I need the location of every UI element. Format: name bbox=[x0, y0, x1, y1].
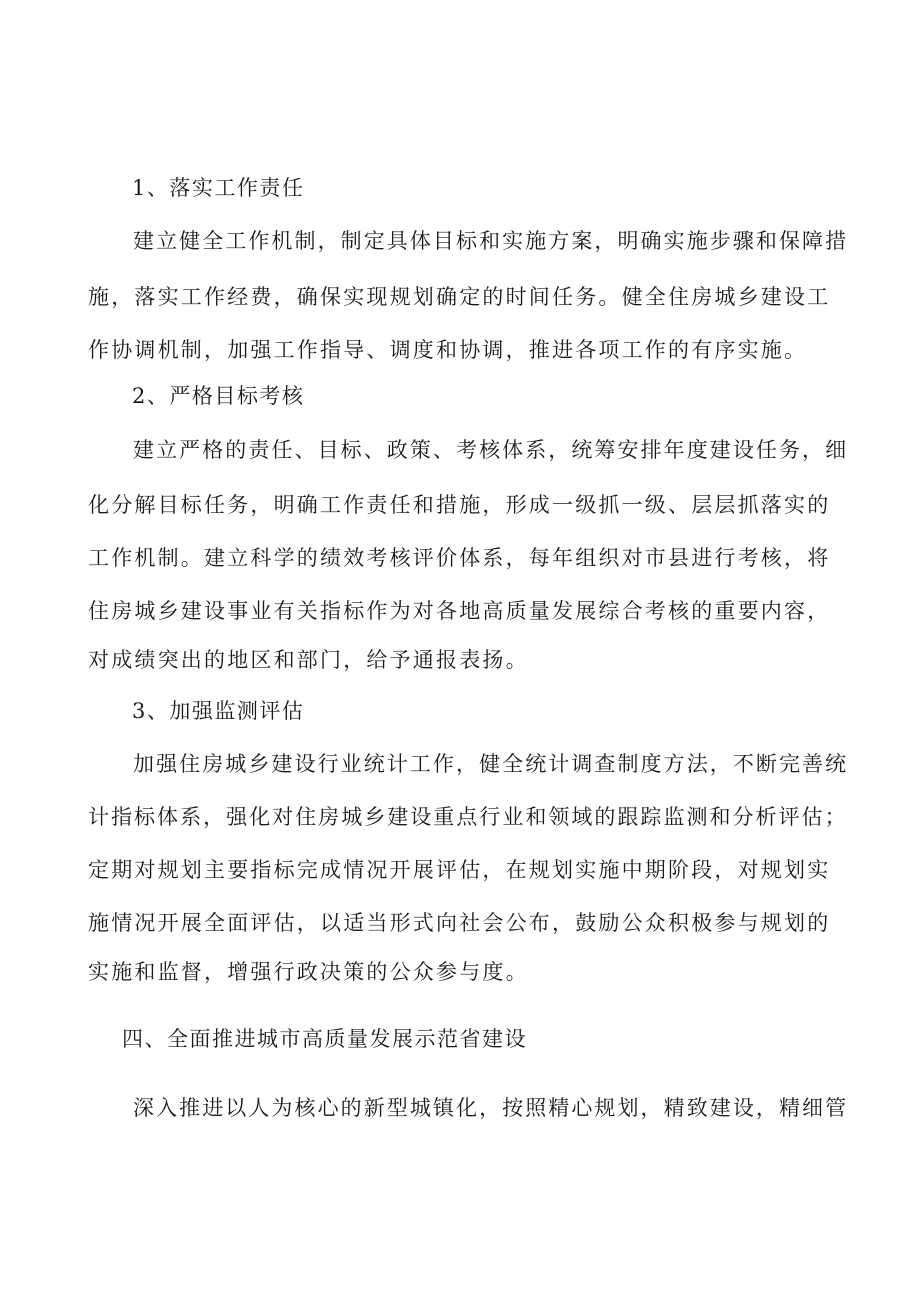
section-1-line-2: 施，落实工作经费，确保实现规划确定的时间任务。健全住房城乡建设工 bbox=[88, 285, 831, 309]
section-2-line-2: 化分解目标任务，明确工作责任和措施，形成一级抓一级、层层抓落实的 bbox=[88, 493, 831, 517]
section-2-line-1: 建立严格的责任、目标、政策、考核体系，统筹安排年度建设任务，细 bbox=[133, 438, 849, 462]
section-3-line-5: 实施和监督，增强行政决策的公众参与度。 bbox=[88, 960, 529, 984]
chapter-4-line-1: 深入推进以人为核心的新型城镇化，按照精心规划，精致建设，精细管 bbox=[133, 1096, 849, 1120]
section-2-line-5: 对成绩突出的地区和部门，给予通报表扬。 bbox=[88, 648, 529, 672]
section-1-line-1: 建立健全工作机制，制定具体目标和实施方案，明确实施步骤和保障措 bbox=[133, 229, 849, 253]
section-2-line-3: 工作机制。建立科学的绩效考核评价体系，每年组织对市县进行考核，将 bbox=[88, 546, 831, 570]
chapter-4-heading: 四、全面推进城市高质量发展示范省建设 bbox=[122, 1027, 527, 1051]
section-3-line-4: 施情况开展全面评估，以适当形式向社会公布，鼓励公众积极参与规划的 bbox=[88, 911, 831, 935]
section-3-line-3: 定期对规划主要指标完成情况开展评估，在规划实施中期阶段，对规划实 bbox=[88, 858, 831, 882]
section-1-heading: 1、落实工作责任 bbox=[132, 176, 305, 200]
section-3-line-2: 计指标体系，强化对住房城乡建设重点行业和领域的跟踪监测和分析评估； bbox=[88, 805, 848, 829]
section-2-heading: 2、严格目标考核 bbox=[132, 384, 305, 408]
section-3-line-1: 加强住房城乡建设行业统计工作，健全统计调查制度方法，不断完善统 bbox=[133, 752, 849, 776]
section-3-heading: 3、加强监测评估 bbox=[132, 699, 305, 723]
section-2-line-4: 住房城乡建设事业有关指标作为对各地高质量发展综合考核的重要内容， bbox=[88, 599, 831, 623]
section-1-line-3: 作协调机制，加强工作指导、调度和协调，推进各项工作的有序实施。 bbox=[88, 338, 808, 362]
